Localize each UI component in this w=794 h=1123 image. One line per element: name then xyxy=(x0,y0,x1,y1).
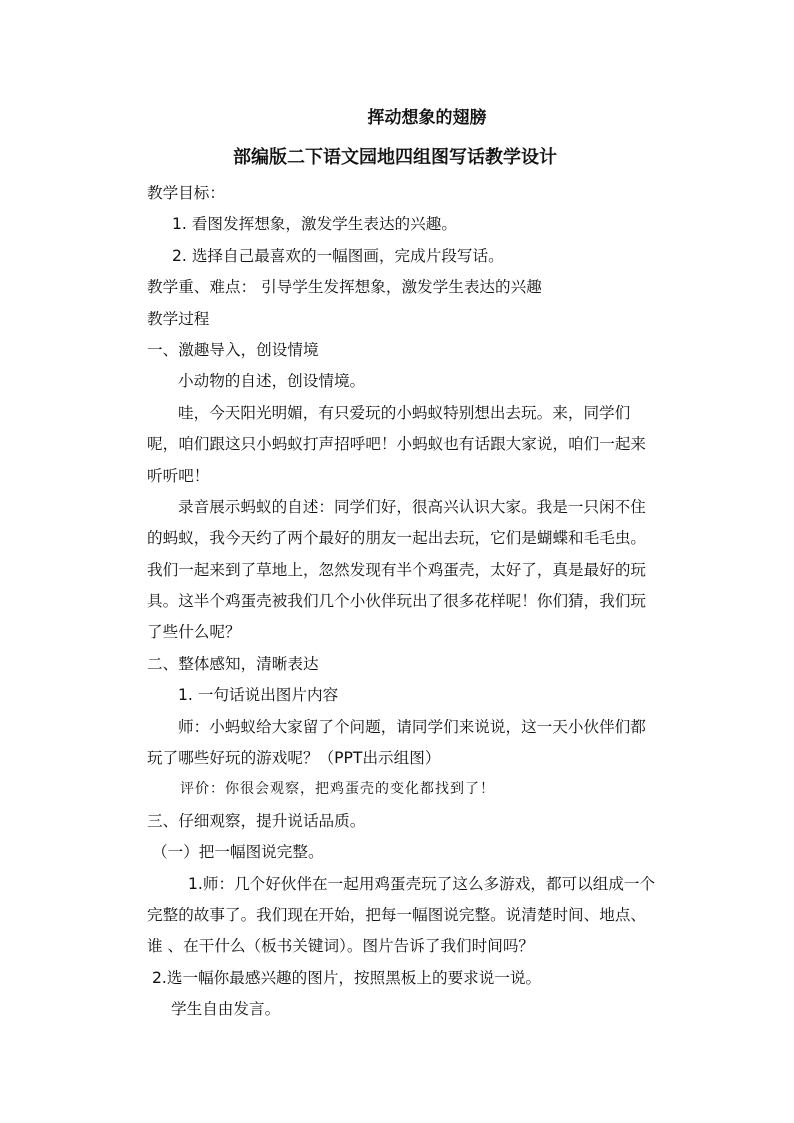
text-line: 玩了哪些好玩的游戏呢？（PPT出示组图） xyxy=(147,749,441,768)
text-line: 听听吧！ xyxy=(147,466,210,485)
document-body xyxy=(147,178,667,1026)
text-line: 哇，今天阳光明媚，有只爱玩的小蚂蚁特别想出去玩。来，同学们 xyxy=(178,403,631,422)
text-line: 1.师：几个好伙伴在一起用鸡蛋壳玩了这么多游戏，都可以组成一个 xyxy=(188,874,656,893)
text-line: 学生自由发言。 xyxy=(171,1000,281,1019)
text-line: 1. 一句话说出图片内容 xyxy=(178,686,339,705)
text-line: 我们一起来到了草地上，忽然发现有半个鸡蛋壳，太好了，真是最好的玩 xyxy=(147,560,647,579)
text-line: 录音展示蚂蚁的自述：同学们好，很高兴认识大家。我是一只闲不住 xyxy=(178,497,646,516)
text-line: 的蚂蚁，我今天约了两个最好的朋友一起出去玩，它们是蝴蝶和毛毛虫。 xyxy=(147,529,647,548)
text-line: 教学重、难点： 引导学生发挥想象，激发学生表达的兴趣 xyxy=(147,278,542,297)
text-line: （一）把一幅图说完整。 xyxy=(152,843,324,862)
text-line: 评价：你很会观察，把鸡蛋壳的变化都找到了！ xyxy=(180,781,495,798)
document-subtitle: 部编版二下语文园地四组图写话教学设计 xyxy=(233,147,557,168)
document-title: 挥动想象的翅膀 xyxy=(367,108,487,128)
text-line: 完整的故事了。我们现在开始，把每一幅图说完整。说清楚时间、地点、 xyxy=(147,905,647,924)
text-line: 具。这半个鸡蛋壳被我们几个小伙伴玩出了很多花样呢！你们猜，我们玩 xyxy=(147,592,647,611)
text-line: 谁 、在干什么（板书关键词）。图片告诉了我们时间吗？ xyxy=(147,937,535,956)
text-line: 教学过程 xyxy=(147,309,210,328)
text-line: 三、仔细观察，提升说话品质。 xyxy=(147,811,366,830)
text-line: 一、激趣导入，创设情境 xyxy=(147,340,319,359)
text-line: 呢，咱们跟这只小蚂蚁打声招呼吧！小蚂蚁也有话跟大家说，咱们一起来 xyxy=(147,435,647,454)
text-line: 二、整体感知，清晰表达 xyxy=(147,654,319,673)
text-line: 2. 选择自己最喜欢的一幅图画，完成片段写话。 xyxy=(172,246,504,265)
text-line: 了些什么呢？ xyxy=(147,623,241,642)
text-line: 2.选一幅你最感兴趣的图片，按照黑板上的要求说一说。 xyxy=(152,968,542,987)
text-line: 教学目标： xyxy=(147,184,225,202)
text-line: 1. 看图发挥想象，激发学生表达的兴趣。 xyxy=(172,215,457,234)
text-line: 师：小蚂蚁给大家留了个问题，请同学们来说说，这一天小伙伴们都 xyxy=(178,717,646,736)
text-line: 小动物的自述，创设情境。 xyxy=(178,372,366,391)
